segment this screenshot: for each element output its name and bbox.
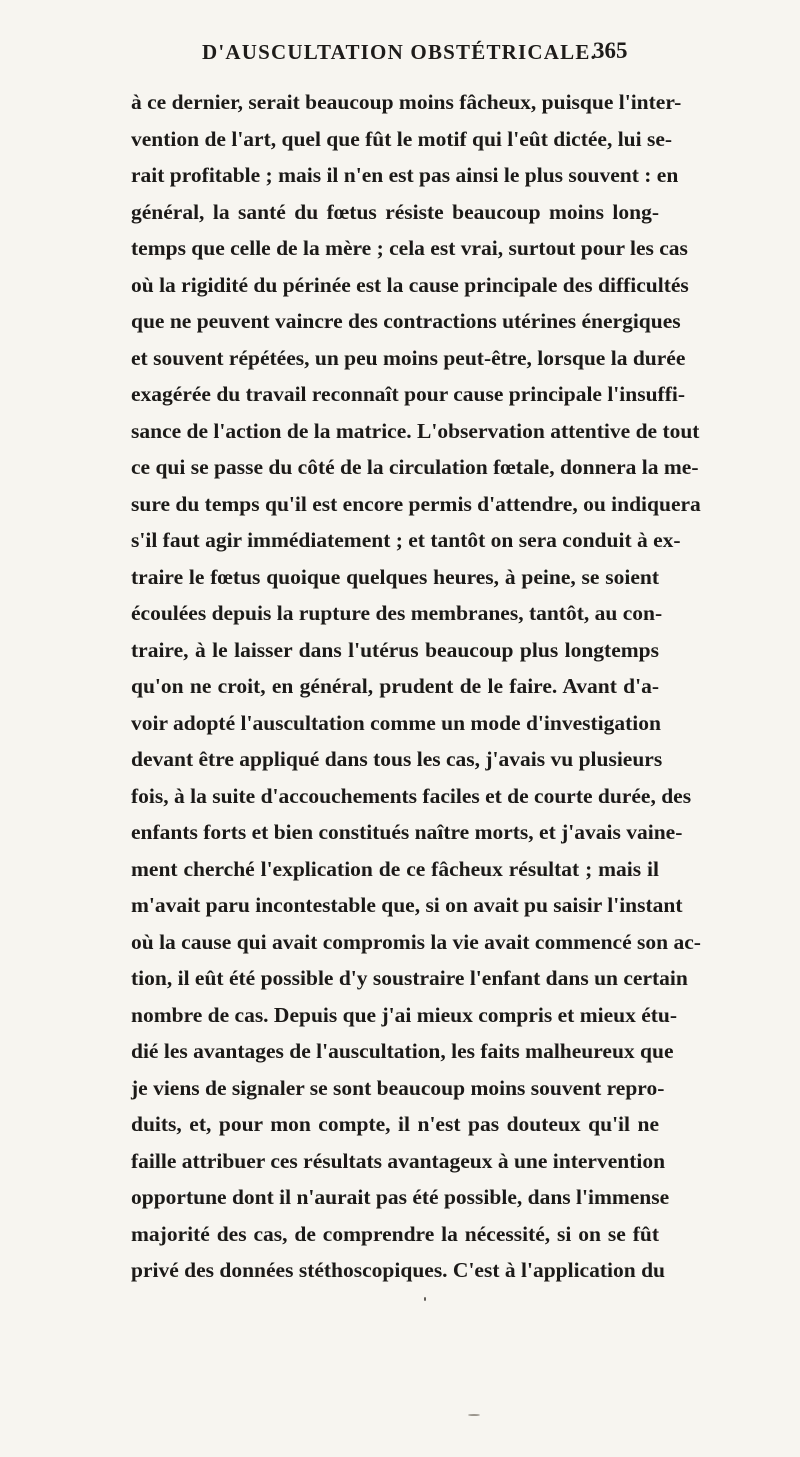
text-line: sure du temps qu'il est encore permis d'attendre, ou indiquera (131, 491, 701, 516)
text-line: où la rigidité du périnée est la cause principale des difficultés (131, 272, 689, 297)
text-line: dié les avantages de l'auscultation, les faits malheureux que (131, 1039, 674, 1063)
text-line: exagérée du travail reconnaît pour cause principale l'insuffi- (131, 382, 685, 406)
text-line: que ne peuvent vaincre des contractions utérines énergiques (131, 309, 681, 333)
running-title: D'AUSCULTATION OBSTÉTRICALE. (202, 40, 597, 64)
scan-speck (468, 1414, 480, 1416)
text-line: à ce dernier, serait beaucoup moins fâcheux, puisque l'inter- (131, 90, 682, 114)
text-line: traire, à le laisser dans l'utérus beaucoup plus longtemps (131, 637, 659, 662)
text-line: ce qui se passe du côté de la circulation fœtale, donnera la me- (131, 455, 699, 479)
text-line: général, la santé du fœtus résiste beaucoup moins long- (131, 199, 659, 224)
text-line: devant être appliqué dans tous les cas, j'avais vu plusieurs (131, 747, 663, 771)
text-line: majorité des cas, de comprendre la nécessité, si on se fût (131, 1221, 659, 1246)
text-line: rait profitable ; mais il n'en est pas ainsi le plus souvent : en (131, 163, 679, 187)
text-line: voir adopté l'auscultation comme un mode d'investigation (131, 710, 661, 735)
text-line: où la cause qui avait compromis la vie avait commencé son ac- (131, 929, 701, 954)
text-line: et souvent répétées, un peu moins peut-être, lorsque la durée (131, 345, 686, 370)
text-line: tion, il eût été possible d'y soustraire l'enfant dans un certain (131, 966, 688, 990)
text-line: vention de l'art, quel que fût le motif qui l'eût dictée, lui se- (131, 126, 673, 151)
text-line: enfants forts et bien constitués naître morts, et j'avais vaine- (131, 820, 683, 844)
text-line: opportune dont il n'aurait pas été possible, dans l'immense (131, 1185, 670, 1209)
text-line: fois, à la suite d'accouchements faciles et de courte durée, des (131, 783, 692, 808)
page-number: 365 (593, 38, 628, 63)
text-line: sance de l'action de la matrice. L'observation attentive de tout (131, 418, 700, 443)
text-line: je viens de signaler se sont beaucoup moins souvent repro- (131, 1075, 665, 1100)
body-paragraph (131, 84, 701, 1289)
text-line: duits, et, pour mon compte, il n'est pas douteux qu'il ne (131, 1112, 659, 1136)
text-line: privé des données stéthoscopiques. C'est à l'application du (131, 1258, 665, 1282)
text-line: qu'on ne croit, en général, prudent de le faire. Avant d'a- (131, 674, 659, 698)
scan-speck (424, 1297, 426, 1301)
text-line: nombre de cas. Depuis que j'ai mieux compris et mieux étu- (131, 1002, 678, 1027)
text-line: s'il faut agir immédiatement ; et tantôt on sera conduit à ex- (131, 528, 681, 552)
text-line: m'avait paru incontestable que, si on avait pu saisir l'instant (131, 893, 683, 917)
text-line: traire le fœtus quoique quelques heures, à peine, se soient (131, 564, 659, 589)
text-line: faille attribuer ces résultats avantageux à une intervention (131, 1148, 666, 1173)
text-line: ment cherché l'explication de ce fâcheux résultat ; mais il (131, 856, 659, 881)
text-line: écoulées depuis la rupture des membranes, tantôt, au con- (131, 601, 663, 625)
page-header (120, 40, 800, 70)
text-line: temps que celle de la mère ; cela est vrai, surtout pour les cas (131, 236, 688, 260)
